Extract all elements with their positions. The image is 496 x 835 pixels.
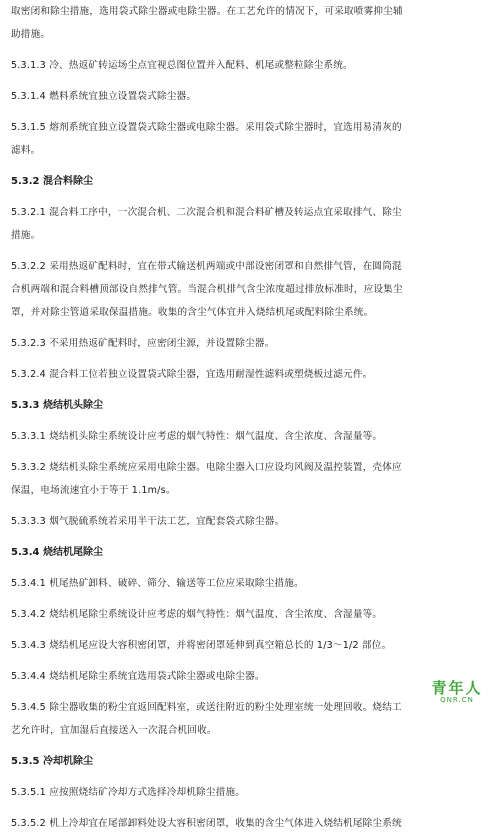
paragraph-gap — [0, 742, 496, 750]
paragraph-gap — [0, 502, 496, 510]
text-line: 罩，并对除尘管道采取保温措施。收集的含尘气体宜并入烧结机尾或配料除尘系统。 — [11, 307, 374, 318]
section-heading: 5.3.5 冷却机除尘 — [11, 756, 93, 767]
text-line: 5.3.4.2 烧结机尾除尘系统设计应考虑的烟气特性：烟气温度、含尘浓度、含湿量等。 — [11, 609, 383, 620]
paragraph-gap — [0, 417, 496, 425]
paragraph-gap — [0, 162, 496, 170]
paragraph-gap — [0, 804, 496, 812]
paragraph-gap — [0, 247, 496, 255]
paragraph-gap — [0, 564, 496, 572]
section-heading: 5.3.2 混合料除尘 — [11, 176, 93, 187]
text-line: 5.3.3.1 烧结机头除尘系统设计应考虑的烟气特性：烟气温度、含尘浓度、含湿量等。 — [11, 431, 383, 442]
text-line: 5.3.1.4 燃料系统宜独立设置袋式除尘器。 — [11, 91, 197, 102]
text-line: 艺允许时，宜加湿后直接送入一次混合机回收。 — [11, 725, 217, 736]
text-line: 5.3.3.2 烧结机头除尘系统应采用电除尘器。电除尘器入口应设均风阀及温控装置，壳体应 — [11, 462, 402, 473]
paragraph-gap — [0, 595, 496, 603]
text-line: 5.3.5.2 机上冷却宜在尾部卸料处设大容积密闭罩，收集的含尘气体进入烧结机尾除尘系统 — [11, 818, 402, 829]
paragraph-gap — [0, 448, 496, 456]
text-line: 5.3.4.5 除尘器收集的粉尘宜返回配料室，或送往附近的粉尘处理室统一处理回收。烧结工 — [11, 702, 402, 713]
watermark-logo — [422, 680, 492, 708]
text-line: 5.3.4.1 机尾热矿卸料、破碎、筛分、输送等工位应采取除尘措施。 — [11, 578, 304, 589]
text-line: 5.3.2.4 混合料工位若独立设置袋式除尘器，宜选用耐湿性滤料或塑烧板过滤元件。 — [11, 369, 373, 380]
text-line: 取密闭和除尘措施，选用袋式除尘器或电除尘器。在工艺允许的情况下，可采取喷雾抑尘辅 — [11, 6, 403, 17]
text-line: 5.3.2.3 不采用热返矿配料时，应密闭尘源，并设置除尘器。 — [11, 338, 275, 349]
text-line: 合机两端和混合料槽顶部设自然排气管。当混合机排气含尘浓度超过排放标准时，应设集尘 — [11, 284, 403, 295]
section-heading: 5.3.4 烧结机尾除尘 — [11, 547, 103, 558]
paragraph-gap — [0, 773, 496, 781]
paragraph-gap — [0, 324, 496, 332]
text-line: 5.3.2.2 采用热返矿配料时，宜在带式输送机两端或中部设密闭罩和自然排气管，在圆筒混 — [11, 261, 402, 272]
text-line: 措施。 — [11, 230, 41, 241]
paragraph-gap — [0, 386, 496, 394]
text-line: 5.3.5.1 应按照烧结矿冷却方式选择冷却机除尘措施。 — [11, 787, 246, 798]
watermark-main: 青年人 — [431, 679, 483, 697]
paragraph-gap — [0, 657, 496, 665]
paragraph-gap — [0, 108, 496, 116]
paragraph-gap — [0, 46, 496, 54]
text-line: 5.3.1.3 冷、热返矿转运场尘点宜视总图位置并入配料、机尾或整粒除尘系统。 — [11, 60, 353, 71]
paragraph-gap — [0, 533, 496, 541]
watermark-sub: QNR.CN — [440, 696, 474, 704]
paragraph-gap — [0, 193, 496, 201]
section-heading: 5.3.3 烧结机头除尘 — [11, 400, 103, 411]
text-line: 5.3.4.3 烧结机尾应设大容积密闭罩，并将密闭罩延伸到真空箱总长的 1/3～1/2 部位。 — [11, 640, 392, 651]
text-line: 滤料。 — [11, 145, 41, 156]
paragraph-gap — [0, 77, 496, 85]
paragraph-gap — [0, 626, 496, 634]
text-line: 保温，电场流速宜小于等于 1.1m/s。 — [11, 485, 176, 496]
text-line: 助措施。 — [11, 29, 51, 40]
text-line: 5.3.1.5 熔剂系统宜独立设置袋式除尘器或电除尘器。采用袋式除尘器时，宜选用易清灰的 — [11, 122, 402, 133]
paragraph-gap — [0, 355, 496, 363]
text-line: 5.3.3.3 烟气脱硫系统若采用半干法工艺，宜配套袋式除尘器。 — [11, 516, 285, 527]
text-line: 5.3.4.4 烧结机尾除尘系统宜选用袋式除尘器或电除尘器。 — [11, 671, 265, 682]
text-line: 5.3.2.1 混合料工序中，一次混合机、二次混合机和混合料矿槽及转运点宜采取排气、除尘 — [11, 207, 402, 218]
